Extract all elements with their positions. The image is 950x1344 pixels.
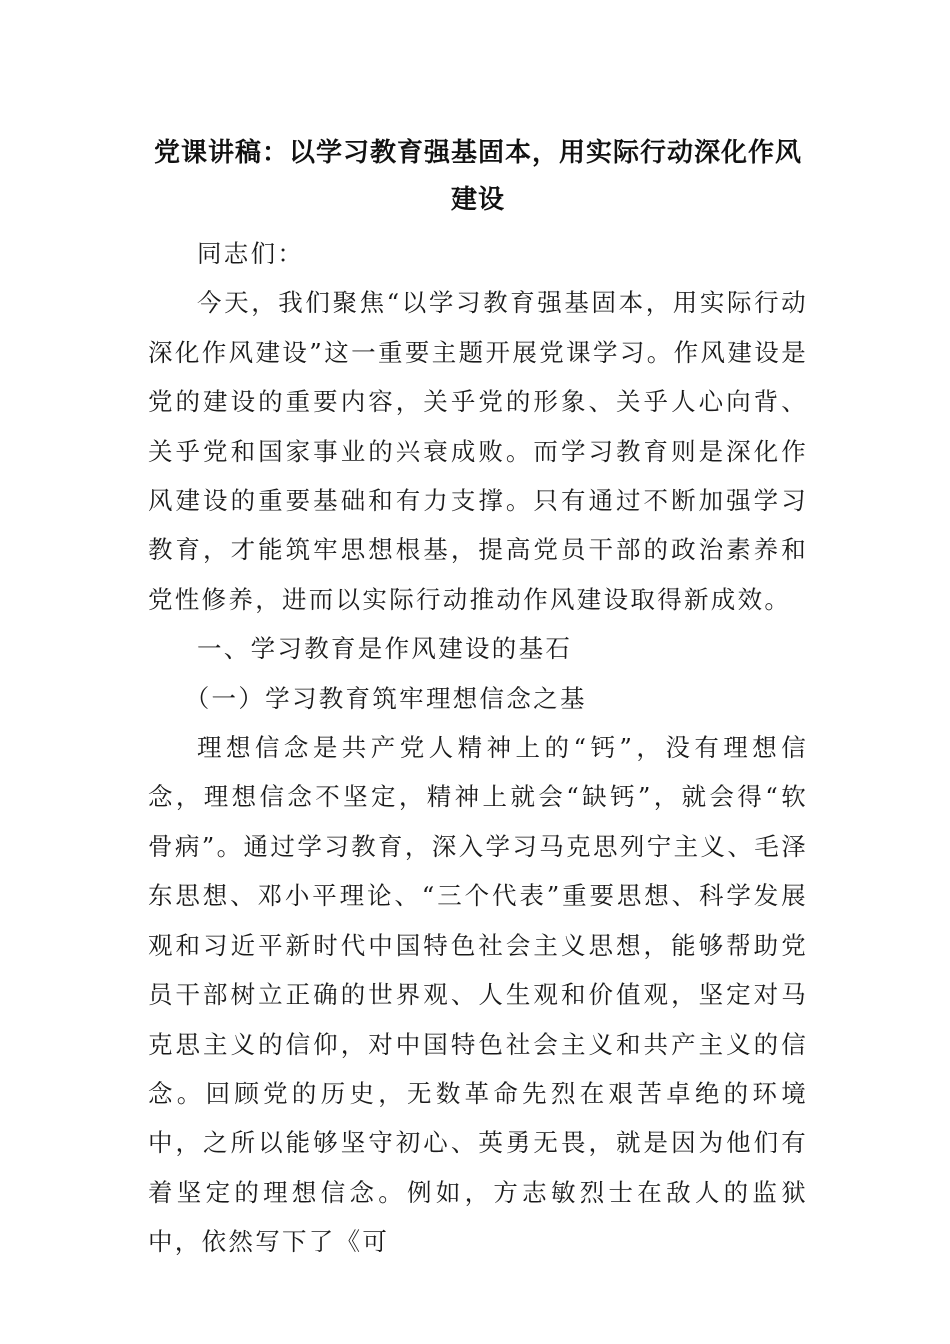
subsection-heading: （一）学习教育筑牢理想信念之基 — [184, 683, 587, 713]
salutation: 同志们： — [197, 239, 305, 268]
document-body — [148, 229, 808, 1267]
intro-paragraph: 今天，我们聚焦“以学习教育强基固本，用实际行动深化作风建设”这一重要主题开展党课学习。作风建设是党的建设的重要内容，关乎党的形象、关乎人心向背、关乎党和国家事业的兴衰成败。而学习教育则是深化作风建设的重要基础和有力支撑。只有通过不断加强学习教育，才能筑牢思想根基，提高党员干部的政治素养和党性修养，进而以实际行动推动作风建设取得新成效。 — [148, 288, 808, 614]
body-paragraph: 理想信念是共产党人精神上的“钙”，没有理想信念，理想信念不坚定，精神上就会“缺钙”，就会得“软骨病”。通过学习教育，深入学习马克思列宁主义、毛泽东思想、邓小平理论、“三个代表”重要思想、科学发展观和习近平新时代中国特色社会主义思想，能够帮助党员干部树立正确的世界观、人生观和价值观，坚定对马克思主义的信仰，对中国特色社会主义和共产主义的信念。回顾党的历史，无数革命先烈在艰苦卓绝的环境中，之所以能够坚守初心、英勇无畏，就是因为他们有着坚定的理想信念。例如，方志敏烈士在敌人的监狱中，依然写下了《可 — [148, 733, 808, 1257]
document-title: 党课讲稿：以学习教育强基固本，用实际行动深化作风建设 — [153, 138, 802, 215]
section-heading: 一、学习教育是作风建设的基石 — [197, 634, 573, 664]
